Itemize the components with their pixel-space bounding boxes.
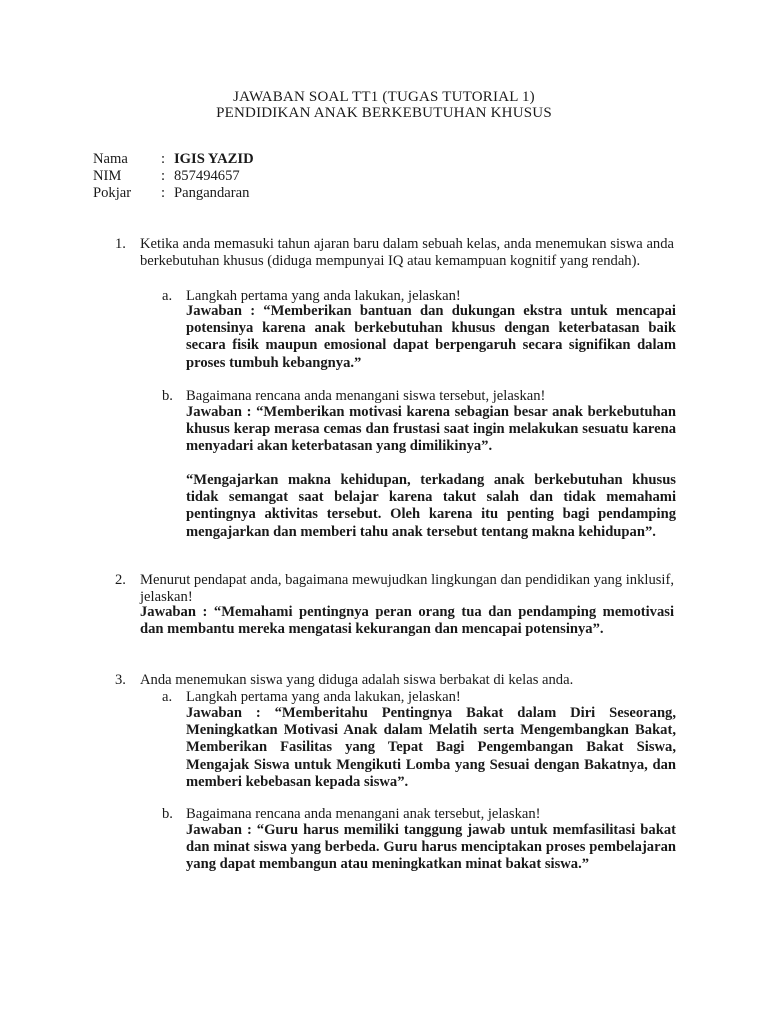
question-1-number: 1. <box>115 236 126 252</box>
answer-1b-part-1: Jawaban : “Memberikan motivasi karena sebagian besar anak berkebutuhan khusus kerap merasa cemas dan frustasi saat ingin melakukan sesuatu karena menyadari akan keterbatasan yang dimilikinya”. <box>186 404 676 455</box>
question-2-number: 2. <box>115 572 126 588</box>
answer-1b-part-2: “Mengajarkan makna kehidupan, terkadang anak berkebutuhan khusus tidak semangat saat belajar karena takut salah dan tidak memahami pentingnya aktivitas tersebut. Oleh karena itu penting bagi pendamping mengajarkan dan memberi tahu anak tersebut tentang makna kehidupan”. <box>186 472 676 540</box>
question-1a-letter: a. <box>162 288 173 304</box>
question-1a-text: Langkah pertama yang anda lakukan, jelaskan! <box>186 288 461 304</box>
question-3-number: 3. <box>115 672 126 688</box>
identity-value-nim: 857494657 <box>174 168 240 184</box>
identity-label: NIM <box>93 168 122 184</box>
document-title-line-2: PENDIDIKAN ANAK BERKEBUTUHAN KHUSUS <box>216 105 552 121</box>
identity-label: Pokjar <box>93 185 132 201</box>
identity-label: Nama <box>93 151 128 167</box>
document-title-line-1: JAWABAN SOAL TT1 (TUGAS TUTORIAL 1) <box>233 89 535 105</box>
question-3-text: Anda menemukan siswa yang diduga adalah siswa berbakat di kelas anda. <box>140 672 574 688</box>
answer-3b: Jawaban : “Guru harus memiliki tanggung jawab untuk memfasilitasi bakat dan minat siswa yang berbeda. Guru harus menciptakan proses pembelajaran yang dapat membangun atau meningkatkan minat bakat siswa.” <box>186 822 676 873</box>
question-1-text: Ketika anda memasuki tahun ajaran baru dalam sebuah kelas, anda menemukan siswa anda berkebutuhan khusus (diduga mempunyai IQ atau kemampuan kognitif yang rendah). <box>140 236 674 269</box>
identity-colon: : <box>161 185 166 201</box>
answer-2: Jawaban : “Memahami pentingnya peran orang tua dan pendamping memotivasi dan membantu mereka mengatasi kekurangan dan mencapai potensinya”. <box>140 604 674 638</box>
identity-value-name: IGIS YAZID <box>174 151 254 167</box>
question-3a-letter: a. <box>162 689 173 705</box>
answer-1a: Jawaban : “Memberikan bantuan dan dukungan ekstra untuk mencapai potensinya karena anak berkebutuhan khusus dengan keterbatasan baik secara fisik maupun emosional dapat berpengaruh secara signifikan dalam proses tumbuh kebangnya.” <box>186 303 676 371</box>
question-2-text: Menurut pendapat anda, bagaimana mewujudkan lingkungan dan pendidikan yang inklusif, jelaskan! <box>140 572 674 605</box>
question-1b-letter: b. <box>162 388 173 404</box>
question-3b-letter: b. <box>162 806 173 822</box>
question-1b-text: Bagaimana rencana anda menangani siswa tersebut, jelaskan! <box>186 388 546 404</box>
question-3b-text: Bagaimana rencana anda menangani anak tersebut, jelaskan! <box>186 806 541 822</box>
identity-colon: : <box>161 168 166 184</box>
identity-value-pokjar: Pangandaran <box>174 185 250 201</box>
identity-colon: : <box>161 151 166 167</box>
answer-3a: Jawaban : “Memberitahu Pentingnya Bakat dalam Diri Seseorang, Meningkatkan Motivasi Anak dalam Melatih serta Mengembangkan Bakat, Memberikan Fasilitas yang Tepat Bagi Pengembangan Bakat Siswa, Mengajak Siswa untuk Mengikuti Lomba yang Sesuai dengan Bakatnya, dan memberi kebebasan kepada siswa”. <box>186 705 676 790</box>
question-3a-text: Langkah pertama yang anda lakukan, jelaskan! <box>186 689 461 705</box>
